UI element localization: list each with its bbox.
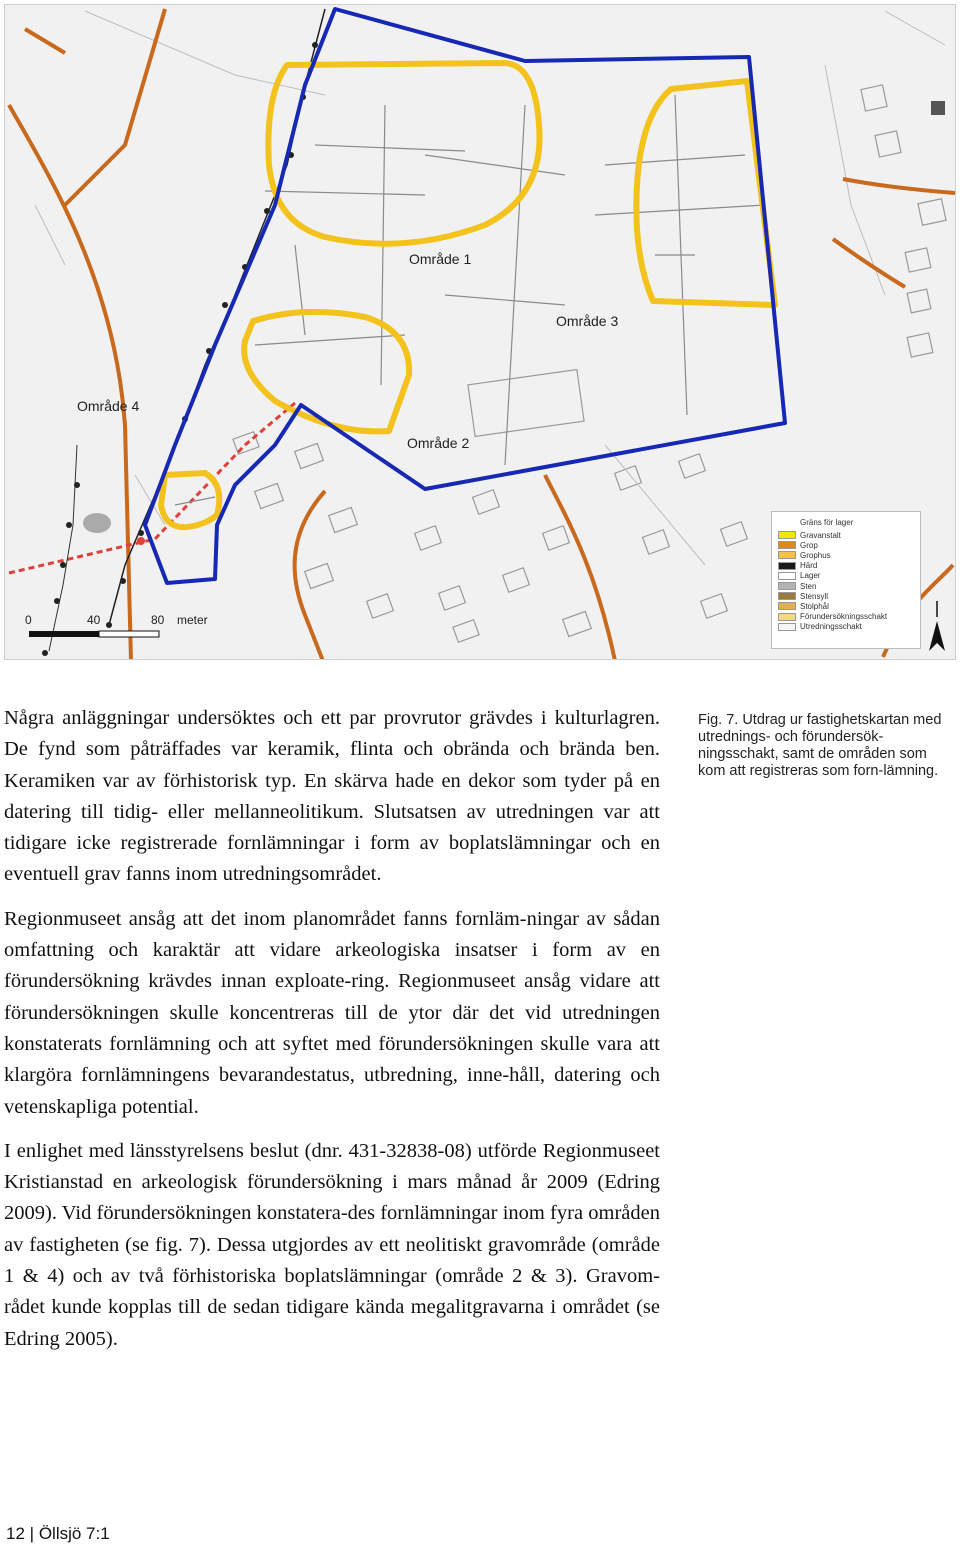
legend-item	[778, 622, 916, 632]
legend-item	[778, 571, 916, 581]
legend-swatch	[778, 623, 796, 631]
footer-site-name: Öllsjö 7:1	[38, 1524, 110, 1543]
page-number: 12	[6, 1524, 25, 1543]
legend-label: Grop	[800, 540, 818, 550]
paragraph-2: Regionmuseet ansåg att det inom planområdet fanns fornläm-ningar av sådan omfattning och karaktär att vidare arkeologiska insatser i form av en förundersökning krävdes innan exploate-ring. Regionmuseet ansåg vidare att förundersökningen skulle koncentreras till de ytor där det vid utredningen konstaterats fornlämning och att syftet med förundersökningen skulle vara att klargöra fornlämningens bevarandestatus, utbredning, inne-håll, datering och vetenskapliga potential.	[4, 907, 660, 1118]
legend-swatch	[778, 562, 796, 570]
legend-swatch	[778, 582, 796, 590]
legend-swatch	[778, 551, 796, 559]
north-arrow-icon	[929, 601, 945, 651]
scale-tick-0: 0	[25, 613, 32, 627]
site-map	[4, 4, 956, 660]
stone	[83, 513, 111, 533]
figure-caption: Fig. 7. Utdrag ur fastighetskartan med utrednings- och förundersök-ningsschakt, samt de områden som kom att registreras som forn-lämning.	[698, 712, 942, 779]
body-text	[4, 703, 660, 1368]
legend-item	[778, 540, 916, 550]
legend-swatch	[778, 613, 796, 621]
property-lines	[35, 11, 945, 565]
area-label-1: Område 1	[409, 251, 472, 267]
paragraph-1: Några anläggningar undersöktes och ett par provrutor grävdes i kulturlagren. De fynd som påträffades var keramik, flinta och obrända och brända ben. Keramiken var av förhistorisk typ. En skärva hade en dekor som tyder på en datering till tidig- eller mellanneolitikum. Slutsatsen av utredningen var att tidigare icke registrerade fornlämningar i form av boplatslämningar och en eventuell grav fanns inom utredningsområdet.	[4, 707, 660, 886]
scale-tick-80: 80	[151, 613, 165, 627]
legend-item	[778, 550, 916, 560]
legend-item	[778, 612, 916, 622]
legend-item	[778, 561, 916, 571]
legend-item	[778, 601, 916, 611]
legend-title: Gräns för lager	[800, 518, 854, 527]
legend-swatch	[778, 541, 796, 549]
investigation-boundary	[145, 9, 785, 583]
scale-bar	[29, 631, 159, 637]
legend-label: Sten	[800, 581, 817, 591]
paragraph-3: I enlighet med länsstyrelsens beslut (dnr. 431-32838-08) utförde Regionmuseet Kristianstad en arkeologisk förundersökning i mars månad år 2009 (Edring 2009). Vid förundersökningen konstatera-des fornlämningar inom fyra områden av fastigheten (se fig. 7). Dessa utgjordes av ett neolitiskt gravområde (område 1 & 4) och av två förhistoriska boplatslämningar (område 2 & 3). Gravom-rådet kunde kopplas till de sedan tidigare kända megalitgravarna i området (se Edring 2005).	[4, 1139, 660, 1350]
legend-label: Härd	[800, 561, 818, 571]
legend-label: Lager	[800, 571, 821, 581]
footer-separator: |	[29, 1524, 35, 1543]
legend-label: Stolphål	[800, 601, 829, 611]
legend-label: Stensyll	[800, 591, 829, 601]
scale-tick-40: 40	[87, 613, 101, 627]
scale-unit: meter	[177, 613, 208, 627]
legend-item	[778, 530, 916, 540]
legend-swatch	[778, 602, 796, 610]
legend-label: Grophus	[800, 550, 831, 560]
legend-label: Gravanstalt	[800, 530, 841, 540]
legend-label: Förundersökningsschakt	[800, 612, 888, 622]
area-label-3: Område 3	[556, 313, 619, 329]
area-label-4: Område 4	[77, 398, 140, 414]
legend-item	[778, 581, 916, 591]
legend-label: Utredningsschakt	[800, 622, 862, 632]
legend-swatch	[778, 572, 796, 580]
survey-line	[42, 9, 325, 656]
legend-item	[778, 591, 916, 601]
legend-swatch	[778, 531, 796, 539]
legend-swatch	[778, 592, 796, 600]
area-label-2: Område 2	[407, 435, 470, 451]
page-footer	[6, 1524, 110, 1544]
dark-building	[931, 101, 945, 115]
map-legend	[771, 511, 921, 649]
